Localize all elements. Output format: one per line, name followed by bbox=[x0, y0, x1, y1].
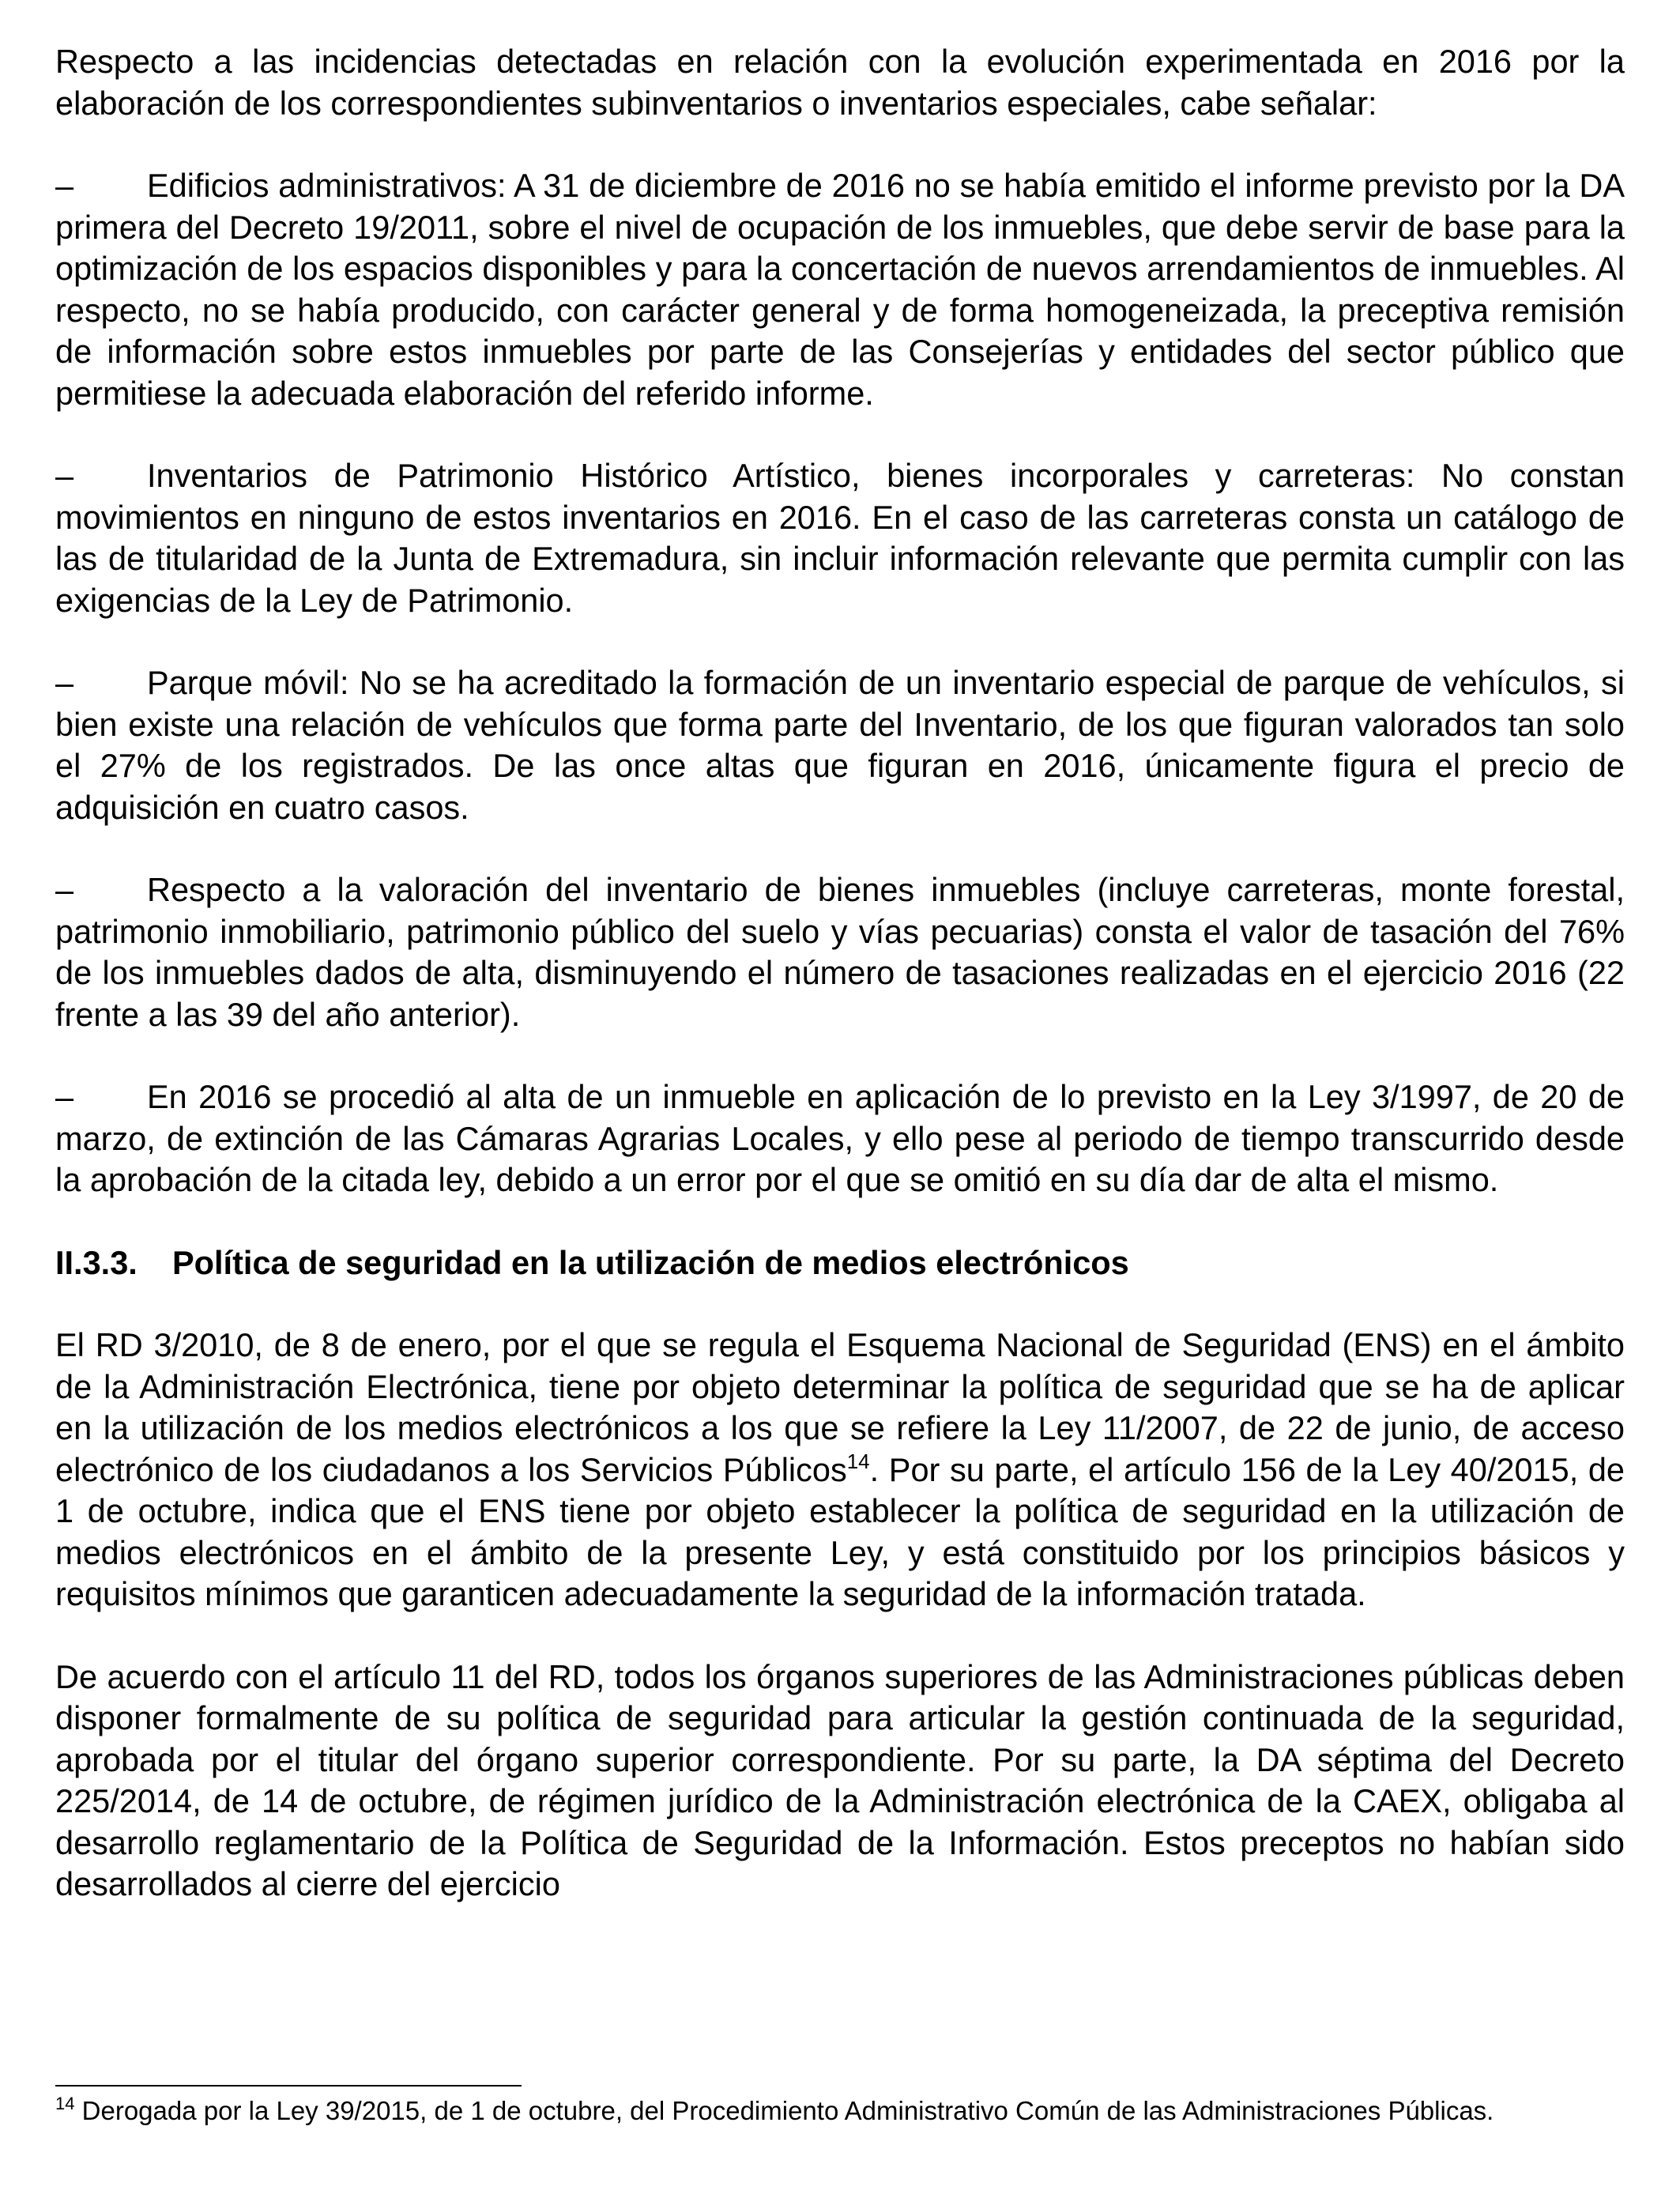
bullet-text: Respecto a la valoración del inventario de bienes inmuebles (incluye carreteras, monte forestal, patrimonio inmobiliario, patrimonio público del suelo y vías pecuarias) consta el valor de tasación del 76% de los inmuebles dados de alta, disminuyendo el número de tasaciones realizadas en el ejercicio 2016 (22 frente a las 39 del año anterior). bbox=[55, 871, 1625, 1033]
section-title: Política de seguridad en la utilización de medios electrónicos bbox=[172, 1243, 1129, 1281]
ens-paragraph bbox=[55, 1325, 1625, 1615]
intro-paragraph: Respecto a las incidencias detectadas en relación con la evolución experimentada en 2016 por la elaboración de los correspondientes subinventarios o inventarios especiales, cabe señalar: bbox=[55, 43, 1625, 122]
bullet-text: Inventarios de Patrimonio Histórico Artístico, bienes incorporales y carreteras: No constan movimientos en ninguno de estos inventarios en 2016. En el caso de las carreteras consta un catálogo de las de titularidad de la Junta de Extremadura, sin incluir información relevante que permita cumplir con las exigencias de la Ley de Patrimonio. bbox=[55, 457, 1625, 619]
footnote-divider bbox=[55, 2085, 522, 2087]
section-number: II.3.3. bbox=[55, 1243, 137, 1281]
bullet-text: Parque móvil: No se ha acreditado la formación de un inventario especial de parque de vehículos, si bien existe una relación de vehículos que forma parte del Inventario, de los que figuran valorados tan solo el 27% de los registrados. De las once altas que figuran en 2016, únicamente figura el precio de adquisición en cuatro casos. bbox=[55, 664, 1625, 826]
dash-bullet: – bbox=[55, 1078, 74, 1115]
bullet-valoracion bbox=[55, 869, 1625, 1035]
footnote-text: Derogada por la Ley 39/2015, de 1 de octubre, del Procedimiento Administrativo Común de las Administraciones Públicas. bbox=[74, 2096, 1494, 2125]
paragraph-text: El RD 3/2010, de 8 de enero, por el que se regula el Esquema Nacional de Seguridad (ENS) en el ámbito de la Administración Electrónica, tiene por objeto determinar la política de seguridad que se ha de aplicar en la utilización de los medios electrónicos a los que se refiere la Ley 11/2007, de 22 de junio, de acceso electrónico de los ciudadanos a los Servicios Públicos bbox=[55, 1326, 1625, 1488]
section-heading bbox=[55, 1242, 1625, 1284]
bullet-inventarios bbox=[55, 455, 1625, 621]
footnote-reference[interactable]: 14 bbox=[846, 1449, 870, 1473]
dash-bullet: – bbox=[55, 664, 74, 701]
bullet-parque-movil bbox=[55, 662, 1625, 828]
bullet-text: En 2016 se procedió al alta de un inmueble en aplicación de lo previsto en la Ley 3/1997, de 20 de marzo, de extinción de las Cámaras Agrarias Locales, y ello pese al periodo de tiempo transcurrido desde la aprobación de la citada ley, debido a un error por el que se omitió en su día dar de alta el mismo. bbox=[55, 1078, 1625, 1198]
dash-bullet: – bbox=[55, 457, 74, 494]
article-11-paragraph: De acuerdo con el artículo 11 del RD, todos los órganos superiores de las Administraciones públicas deben disponer formalmente de su política de seguridad para articular la gestión continuada de la seguridad, aprobada por el titular del órgano superior correspondiente. Por su parte, la DA séptima del Decreto 225/2014, de 14 de octubre, de régimen jurídico de la Administración electrónica de la CAEX, obligaba al desarrollo reglamentario de la Política de Seguridad de la Información. Estos preceptos no habían sido desarrollados al cierre del ejercicio bbox=[55, 1657, 1625, 1902]
bullet-alta-inmueble bbox=[55, 1076, 1625, 1201]
bullet-text: Edificios administrativos: A 31 de diciembre de 2016 no se había emitido el informe previsto por la DA primera del Decreto 19/2011, sobre el nivel de ocupación de los inmuebles, que debe servir de base para la optimización de los espacios disponibles y para la concertación de nuevos arrendamientos de inmuebles. Al respecto, no se había producido, con carácter general y de forma homogeneizada, la preceptiva remisión de información sobre estos inmuebles por parte de las Consejerías y entidades del sector público que permitiese la adecuada elaboración del referido informe. bbox=[55, 167, 1625, 412]
dash-bullet: – bbox=[55, 871, 74, 908]
footnote-number: 14 bbox=[55, 2094, 75, 2113]
bullet-edificios bbox=[55, 165, 1625, 414]
dash-bullet: – bbox=[55, 167, 74, 204]
footnote bbox=[55, 2094, 1625, 2128]
paragraph-text: . Por su parte, el artículo 156 de la Ley 40/2015, de 1 de octubre, indica que el ENS tiene por objeto establecer la política de seguridad en la utilización de medios electrónicos en el ámbito de la presente Ley, y está constituido por los principios básicos y requisitos mínimos que garanticen adecuadamente la seguridad de la información tratada. bbox=[55, 1450, 1625, 1612]
document-page bbox=[55, 41, 1625, 1906]
